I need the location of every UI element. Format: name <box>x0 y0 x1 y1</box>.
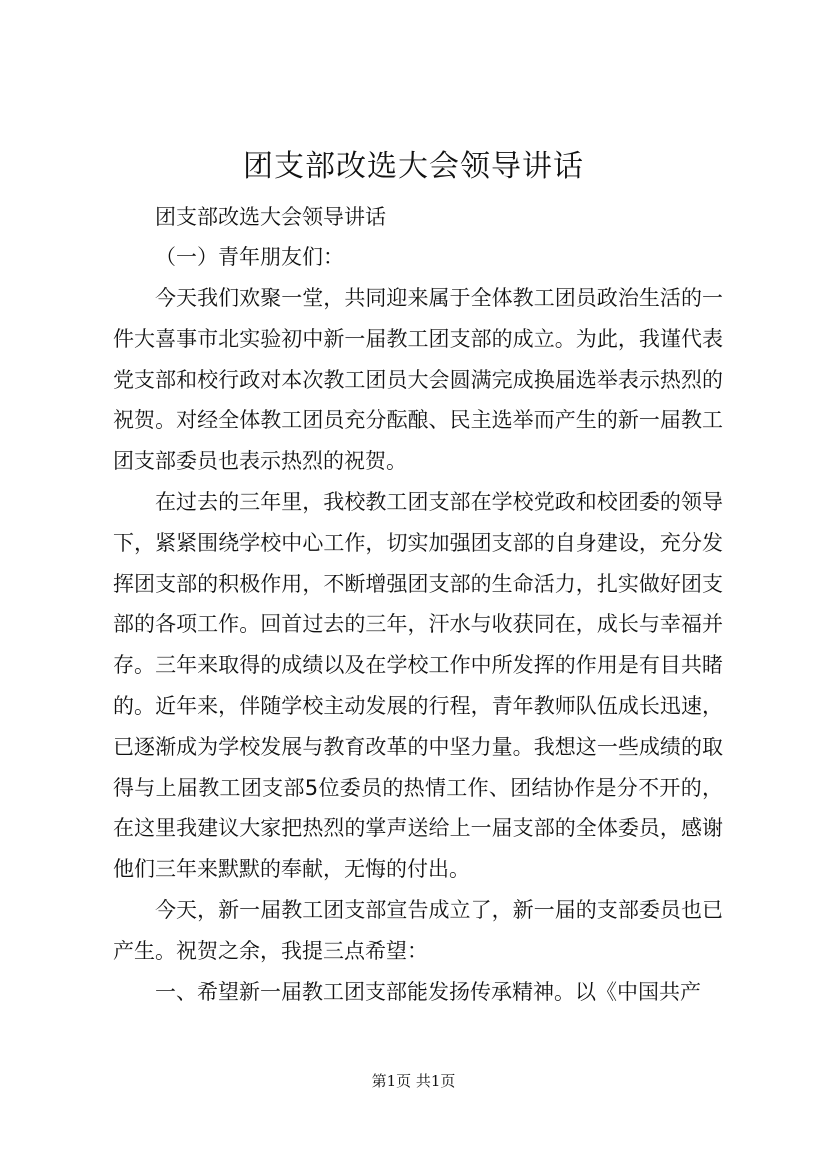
paragraph: 一、希望新一届教工团支部能发扬传承精神。以《中国共产 <box>155 979 701 1004</box>
paragraph: 今天我们欢聚一堂，共同迎来属于全体教工团员政治生活的一件大喜事市北实验初中新一届教工团支部的成立。为此，我谨代表党支部和校行政对本次教工团员大会圆满完成换届选举表示热烈的祝贺。对经全体教工团员充分酝酿、民主选举而产生的新一届教工团支部委员也表示热烈的祝贺。 <box>113 286 723 474</box>
document-title: 团支部改选大会领导讲话 <box>243 149 584 184</box>
page-number: 第1页 共1页 <box>371 1072 456 1090</box>
salutation: （一）青年朋友们： <box>155 245 344 269</box>
document-body <box>113 278 723 1012</box>
document-subtitle: 团支部改选大会领导讲话 <box>155 205 386 229</box>
paragraph: 今天，新一届教工团支部宣告成立了，新一届的支部委员也已产生。祝贺之余，我提三点希望： <box>113 897 723 963</box>
paragraph: 在过去的三年里，我校教工团支部在学校党政和校团委的领导下，紧紧围绕学校中心工作，切实加强团支部的自身建设，充分发挥团支部的积极作用，不断增强团支部的生命活力，扎实做好团支部的各项工作。回首过去的三年，汗水与收获同在，成长与幸福并存。三年来取得的成绩以及在学校工作中所发挥的作用是有目共睹的。近年来，伴随学校主动发展的行程，青年教师队伍成长迅速，已逐渐成为学校发展与教育改革的中坚力量。我想这一些成绩的取得与上届教工团支部5位委员的热情工作、团结协作是分不开的，在这里我建议大家把热烈的掌声送给上一届支部的全体委员，感谢他们三年来默默的奉献，无悔的付出。 <box>113 489 723 882</box>
